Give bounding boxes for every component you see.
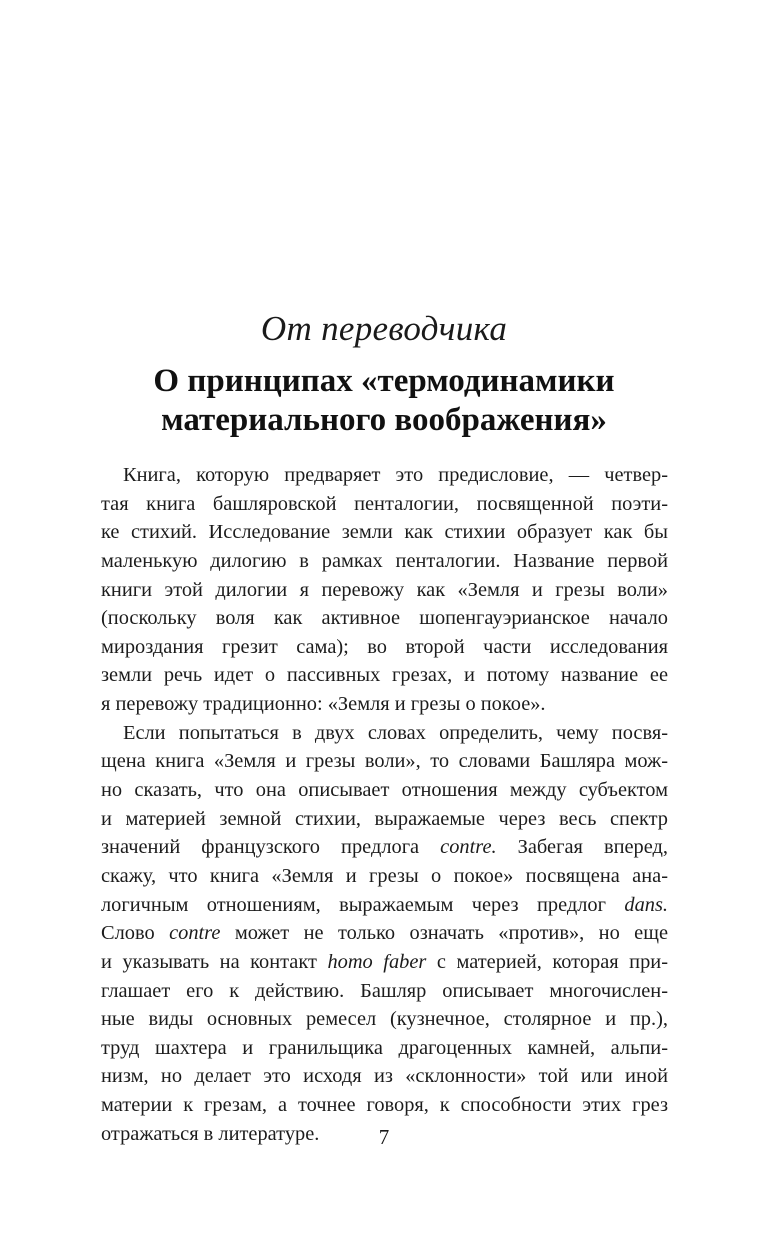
text-segment: тая книга башляровской пенталогии, посвященной поэти- [101,492,668,515]
body-text [101,461,668,1148]
text-line [101,948,668,977]
text-segment: отражаться в литературе. [101,1122,320,1145]
text-segment: значений французского предлога [101,836,441,859]
paragraph [101,719,668,1149]
text-segment: Если попытаться в двух словах определить, чему посвя- [123,721,668,744]
text-line [101,747,668,776]
italic-term: homo faber [327,950,427,973]
text-segment: глашает его к действию. Башляр описывает многочислен- [101,979,668,1002]
text-line [101,1091,668,1120]
text-line [101,518,668,547]
text-segment: мироздания грезит сама); во второй части исследования [101,635,668,658]
text-segment: книги этой дилогии я перевожу как «Земля и грезы воли» [101,578,668,601]
text-segment: я перевожу традиционно: «Земля и грезы о покое». [101,693,546,716]
text-segment: труд шахтера и гранильщика драгоценных камней, альпи- [101,1036,668,1059]
text-line [101,490,668,519]
text-line [101,547,668,576]
text-line [101,805,668,834]
text-segment: но сказать, что она описывает отношения между субъектом [101,779,668,802]
text-segment: Книга, которую предваряет это предисловие, — четвер- [123,464,668,486]
text-line [101,633,668,662]
text-line [101,919,668,948]
page-number: 7 [378,1125,390,1149]
text-segment: может не только означать «против», но еще [220,922,668,945]
text-line [101,1062,668,1091]
text-segment: Слово [101,922,170,945]
text-segment: логичным отношениям, выражаемым через предлог [101,893,625,916]
text-segment: материи к грезам, а точнее говоря, к способности этих грез [101,1094,668,1117]
chapter-title-line-1: О принципах «термодинамики [153,363,615,399]
text-segment: и материей земной стихии, выражаемые через весь спектр [101,807,668,830]
chapter-title-line-2: материального воображения» [161,402,607,438]
text-segment: Забегая вперед, [496,836,668,859]
italic-term: contre [169,922,221,945]
text-segment: (поскольку воля как активное шопенгауэрианское начало [101,607,668,630]
text-segment: ные виды основных ремесел (кузнечное, столярное и пр.), [101,1008,668,1031]
text-segment: маленькую дилогию в рамках пенталогии. Название первой [101,549,668,572]
text-line [101,719,668,748]
text-line [101,977,668,1006]
text-line [101,661,668,690]
text-segment: земли речь идет о пассивных грезах, и потому название ее [101,664,668,687]
section-subtitle: От переводчика [260,309,508,348]
text-segment: ке стихий. Исследование земли как стихии образует как бы [101,521,668,544]
text-segment: скажу, что книга «Земля и грезы о покое» посвящена ана- [101,864,668,887]
text-segment: низм, но делает это исходя из «склонности» той или иной [101,1065,668,1088]
paragraphs [101,461,668,1148]
text-line [101,576,668,605]
text-segment: с материей, которая при- [426,950,668,973]
text-line [101,776,668,805]
text-line [101,1005,668,1034]
paragraph [101,461,668,719]
italic-term: contre. [440,836,497,859]
text-line [101,891,668,920]
text-line [101,833,668,862]
text-line [101,1034,668,1063]
text-line [101,690,668,719]
text-line [101,604,668,633]
text-segment: щена книга «Земля и грезы воли», то словами Башляра мож- [101,750,668,773]
text-segment: и указывать на контакт [101,950,328,973]
text-line [101,461,668,490]
chapter-title [60,362,708,440]
italic-term: dans. [624,893,668,916]
text-line [101,862,668,891]
